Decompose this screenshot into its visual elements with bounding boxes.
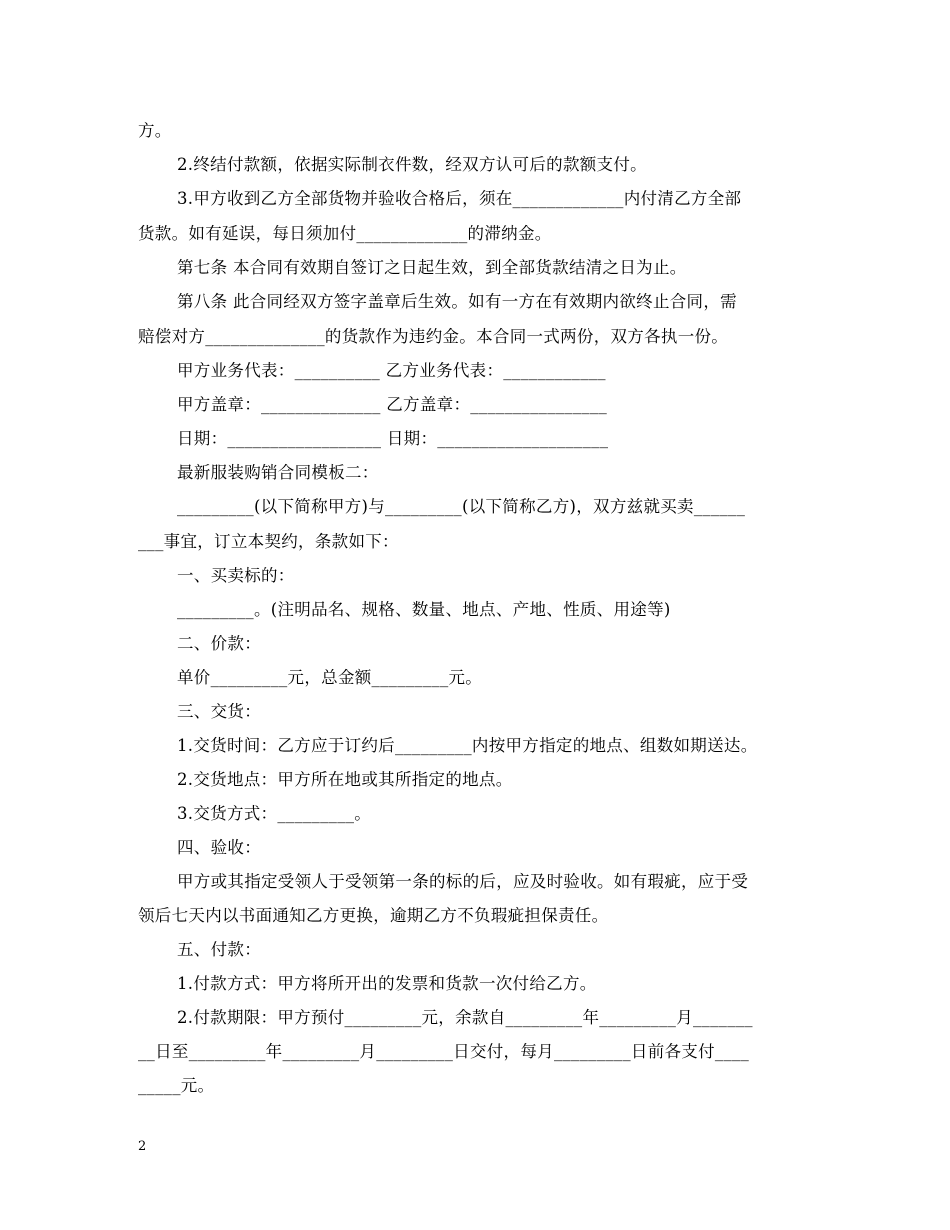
text-line: 第七条 本合同有效期自签订之日起生效，到全部货款结清之日为止。	[177, 258, 687, 277]
signature-line: 甲方盖章：______________ 乙方盖章：________________	[177, 395, 608, 414]
text-line: 甲方或其指定受领人于受领第一条的标的后，应及时验收。如有瑕疵，应于受	[177, 872, 749, 891]
clause-heading: 三、交货：	[177, 702, 261, 721]
text-line: 2.交货地点：甲方所在地或其所指定的地点。	[177, 770, 513, 789]
text-line: __日至_________年_________月_________日交付，每月_________日前各支付____	[138, 1042, 750, 1061]
clause-heading: 五、付款：	[177, 940, 261, 959]
text-line: 赔偿对方______________的货款作为违约金。本合同一式两份，双方各执一份。	[138, 327, 729, 346]
text-line: 1.交货时间：乙方应于订约后_________内按甲方指定的地点、组数如期送达。	[177, 736, 758, 755]
signature-line: 甲方业务代表：__________ 乙方业务代表：____________	[177, 361, 606, 380]
text-line: 1.付款方式：甲方将所开出的发票和货款一次付给乙方。	[177, 974, 597, 993]
text-line: 方。	[138, 121, 172, 140]
text-line: 3.交货方式：_________。	[177, 804, 372, 823]
clause-heading: 一、买卖标的：	[177, 566, 295, 585]
text-line: 3.甲方收到乙方全部货物并验收合格后，须在_____________内付清乙方全部	[177, 189, 742, 208]
text-line: _________(以下简称甲方)与_________(以下简称乙方)，双方兹就买卖______	[177, 497, 746, 516]
text-line: 2.终结付款额，依据实际制衣件数，经双方认可后的款额支付。	[177, 155, 647, 174]
signature-line: 日期：__________________ 日期：____________________	[177, 429, 609, 448]
text-line: 货款。如有延误，每日须加付_____________的滞纳金。	[138, 224, 552, 243]
text-line: _________。(注明品名、规格、数量、地点、产地、性质、用途等)	[177, 600, 671, 619]
section-title: 最新服装购销合同模板二：	[177, 463, 379, 482]
clause-heading: 二、价款：	[177, 634, 261, 653]
clause-heading: 四、验收：	[177, 838, 261, 857]
text-line: 2.付款期限：甲方预付_________元，余款自_________年_________月_______	[177, 1008, 753, 1027]
text-line: _____元。	[138, 1076, 215, 1095]
text-line: ___事宜，订立本契约，条款如下：	[138, 532, 399, 551]
text-line: 第八条 此合同经双方签字盖章后生效。如有一方在有效期内欲终止合同，需	[177, 292, 737, 311]
text-line: 单价_________元，总金额_________元。	[177, 668, 483, 687]
page-number: 2	[138, 1139, 147, 1154]
text-line: 领后七天内以书面通知乙方更换，逾期乙方不负瑕疵担保责任。	[138, 906, 609, 925]
